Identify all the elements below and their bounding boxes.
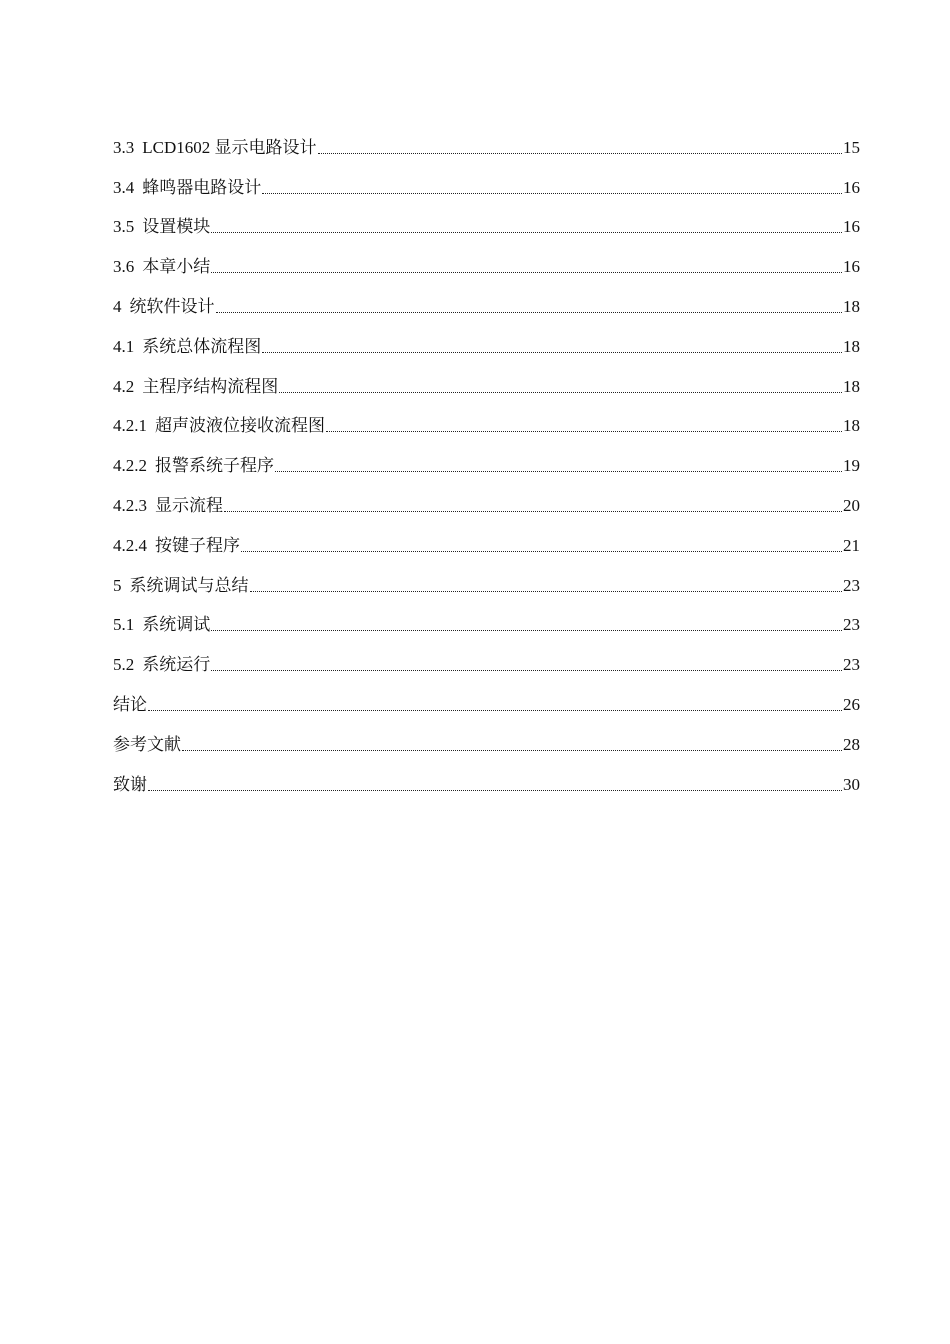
toc-entry-title: 按键子程序	[155, 535, 240, 555]
toc-dot-leader	[148, 773, 842, 797]
toc-entry-title: 报警系统子程序	[155, 456, 274, 476]
toc-entry-page: 18	[843, 296, 860, 316]
toc-entry-number: 3.6	[113, 257, 135, 277]
toc-entry-page: 16	[843, 177, 860, 197]
toc-dot-leader	[211, 653, 842, 677]
toc-dot-leader	[224, 494, 842, 518]
toc-dot-leader	[216, 295, 843, 319]
toc-entry[interactable]	[113, 359, 860, 399]
toc-dot-leader	[262, 176, 842, 200]
toc-entry-title: 本章小结	[142, 257, 211, 277]
toc-entry-label	[113, 613, 210, 637]
toc-entry[interactable]	[113, 319, 860, 359]
toc-entry-label	[113, 773, 147, 797]
toc-entry[interactable]	[113, 598, 860, 638]
toc-dot-leader	[279, 375, 842, 399]
toc-entry-label	[113, 295, 215, 319]
toc-entry-number: 4.2.4	[113, 535, 147, 555]
toc-entry-page: 20	[843, 495, 860, 515]
toc-entry-page: 15	[843, 137, 860, 157]
toc-entry-page: 21	[843, 535, 860, 555]
toc-entry-number: 3.4	[113, 177, 135, 197]
toc-entry-page: 28	[843, 734, 860, 754]
toc-entry[interactable]	[113, 279, 860, 319]
toc-entry-title: 系统运行	[142, 655, 211, 675]
toc-entry-title: 致谢	[113, 774, 147, 794]
table-of-contents	[113, 120, 860, 797]
toc-entry[interactable]	[113, 677, 860, 717]
toc-entry-label	[113, 335, 261, 359]
toc-entry-number: 3.5	[113, 217, 135, 237]
toc-dot-leader	[250, 574, 843, 598]
toc-entry-number: 3.3	[113, 137, 135, 157]
toc-entry-page: 16	[843, 257, 860, 277]
toc-entry[interactable]	[113, 160, 860, 200]
toc-entry[interactable]	[113, 637, 860, 677]
toc-entry-number: 4.2.2	[113, 456, 147, 476]
toc-entry[interactable]	[113, 438, 860, 478]
toc-dot-leader	[211, 255, 842, 279]
toc-entry-number: 4.2	[113, 376, 135, 396]
toc-entry-label	[113, 136, 317, 160]
toc-entry-title: 设置模块	[142, 217, 211, 237]
toc-dot-leader	[241, 534, 842, 558]
toc-entry-page: 23	[843, 655, 860, 675]
toc-entry[interactable]	[113, 200, 860, 240]
toc-entry-title: 系统调试与总结	[129, 575, 249, 595]
toc-entry-label	[113, 733, 181, 757]
toc-entry-page: 23	[843, 575, 860, 595]
toc-entry-label	[113, 176, 261, 200]
toc-entry[interactable]	[113, 399, 860, 439]
toc-entry[interactable]	[113, 757, 860, 797]
toc-dot-leader	[275, 454, 842, 478]
toc-entry-number: 4.1	[113, 336, 135, 356]
toc-entry-number: 4	[113, 296, 122, 316]
toc-entry-page: 18	[843, 416, 860, 436]
toc-entry-label	[113, 454, 274, 478]
toc-entry-number: 5.1	[113, 615, 135, 635]
toc-dot-leader	[262, 335, 842, 359]
toc-entry-page: 23	[843, 615, 860, 635]
toc-dot-leader	[148, 693, 842, 717]
toc-entry-page: 18	[843, 376, 860, 396]
toc-entry-label	[113, 574, 249, 598]
toc-entry-title: 显示流程	[155, 495, 223, 515]
toc-entry-number: 4.2.3	[113, 495, 147, 515]
toc-entry-title: 系统总体流程图	[142, 336, 262, 356]
toc-entry-page: 19	[843, 456, 860, 476]
toc-dot-leader	[318, 136, 843, 160]
toc-entry-title: 结论	[113, 694, 147, 714]
toc-entry-label	[113, 693, 147, 717]
toc-entry-number: 4.2.1	[113, 416, 147, 436]
toc-entry-label	[113, 414, 325, 438]
toc-entry-label	[113, 215, 210, 239]
toc-entry-title: 主程序结构流程图	[142, 376, 279, 396]
toc-entry-number: 5	[113, 575, 122, 595]
toc-entry-title: 超声波液位接收流程图	[155, 416, 325, 436]
toc-entry-label	[113, 375, 278, 399]
toc-entry-page: 26	[843, 694, 860, 714]
toc-entry[interactable]	[113, 717, 860, 757]
toc-entry-title: 参考文献	[113, 734, 181, 754]
toc-dot-leader	[211, 215, 842, 239]
toc-entry-page: 30	[843, 774, 860, 794]
toc-entry-number: 5.2	[113, 655, 135, 675]
toc-entry-label	[113, 255, 210, 279]
toc-entry-title: LCD1602 显示电路设计	[142, 137, 317, 157]
toc-entry[interactable]	[113, 478, 860, 518]
toc-dot-leader	[326, 414, 842, 438]
toc-dot-leader	[182, 733, 842, 757]
toc-entry-label	[113, 653, 210, 677]
toc-entry-title: 统软件设计	[129, 296, 215, 316]
toc-entry[interactable]	[113, 518, 860, 558]
toc-entry[interactable]	[113, 558, 860, 598]
toc-entry-label	[113, 494, 223, 518]
toc-entry[interactable]	[113, 120, 860, 160]
toc-dot-leader	[211, 613, 842, 637]
toc-entry-title: 系统调试	[142, 615, 211, 635]
toc-entry-title: 蜂鸣器电路设计	[142, 177, 262, 197]
toc-entry-page: 18	[843, 336, 860, 356]
toc-entry-label	[113, 534, 240, 558]
toc-entry-page: 16	[843, 217, 860, 237]
toc-entry[interactable]	[113, 239, 860, 279]
